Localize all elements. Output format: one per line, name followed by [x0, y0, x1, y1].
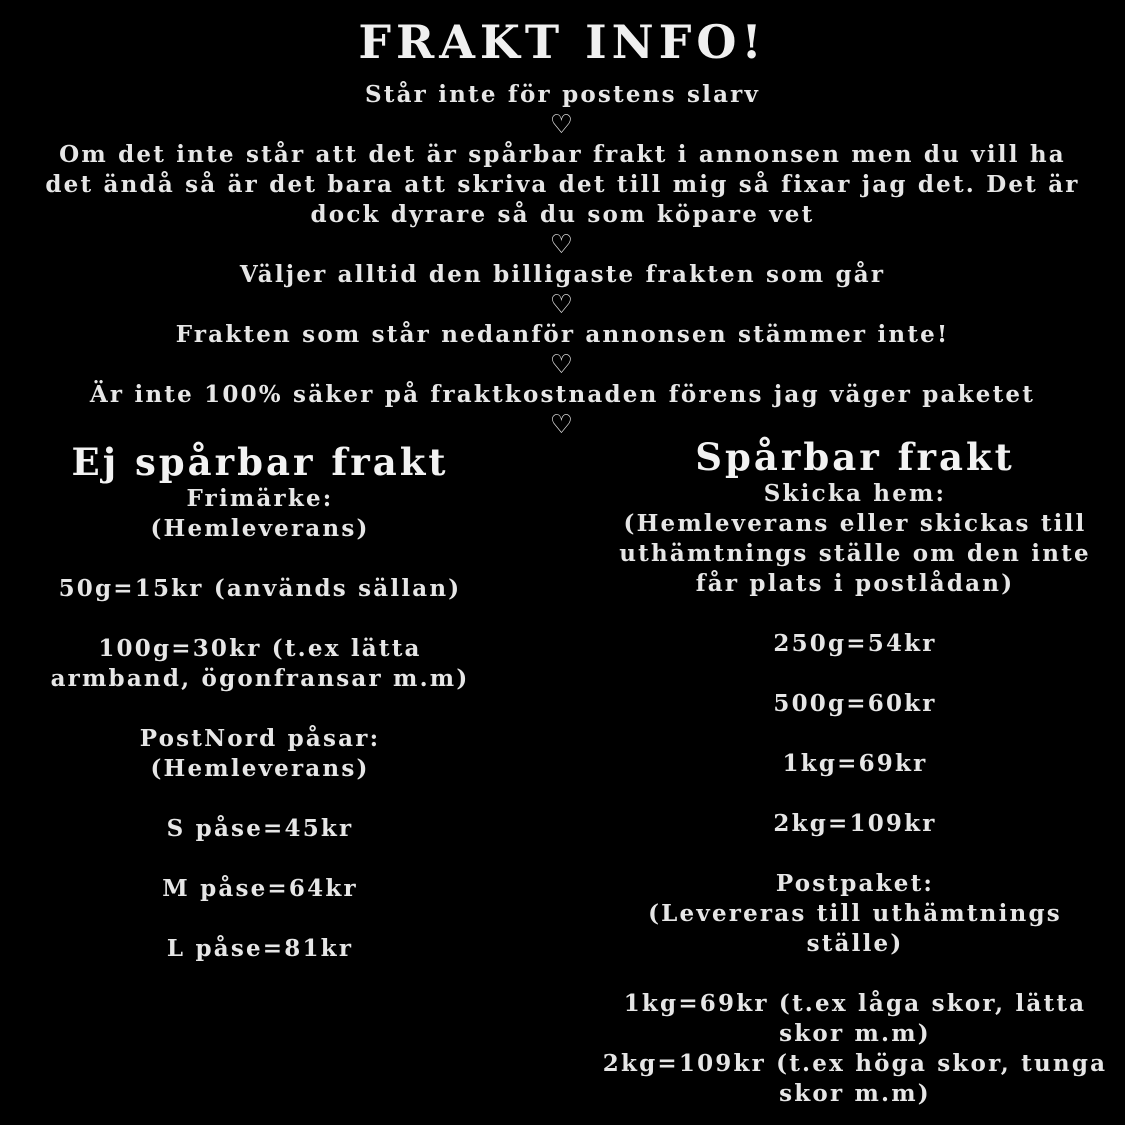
intro-line-nedanfor: Frakten som står nedanför annonsen stämmer inte!: [175, 321, 950, 348]
ej-sparbar-heading: Ej spårbar frakt: [71, 440, 449, 484]
frimarke-title: Frimärke:: [186, 485, 334, 512]
frimarke-subtitle: (Hemleverans): [150, 515, 370, 542]
ej-sparbar-column: [50, 440, 470, 964]
intro-section: [40, 80, 1085, 440]
heart-icon: ♡: [549, 410, 576, 440]
price-l-pase: L påse=81kr: [166, 935, 354, 962]
price-1kg: 1kg=69kr: [782, 750, 928, 777]
postnord-title: PostNord påsar:: [139, 725, 381, 752]
price-250g: 250g=54kr: [773, 630, 937, 657]
price-100g: 100g=30kr (t.ex lätta armband, ögonfransar m.m): [50, 635, 470, 692]
sparbar-column: [600, 435, 1110, 1109]
price-s-pase: S påse=45kr: [166, 815, 354, 842]
price-m-pase: M påse=64kr: [162, 875, 358, 902]
sparbar-heading: Spårbar frakt: [695, 435, 1015, 479]
price-50g: 50g=15kr (används sällan): [58, 575, 462, 602]
price-500g: 500g=60kr: [773, 690, 937, 717]
price-2kg: 2kg=109kr: [773, 810, 937, 837]
postpaket-subtitle: (Levereras till uthämtnings ställe): [648, 900, 1062, 957]
heart-icon: ♡: [549, 290, 576, 320]
skicka-hem-title: Skicka hem:: [763, 480, 947, 507]
postpaket-2kg: 2kg=109kr (t.ex höga skor, tunga skor m.m): [602, 1050, 1108, 1107]
heart-icon: ♡: [549, 110, 576, 140]
intro-line-billigaste: Väljer alltid den billigaste frakten som går: [239, 261, 886, 288]
page-title: FRAKT INFO!: [358, 15, 767, 69]
skicka-hem-subtitle: (Hemleverans eller skickas till uthämtnings ställe om den inte får plats i postlådan): [619, 510, 1091, 597]
postpaket-1kg: 1kg=69kr (t.ex låga skor, lätta skor m.m): [623, 990, 1087, 1047]
intro-line-sparbar-info: Om det inte står att det är spårbar frakt i annonsen men du vill ha det ändå så är det bara att skriva det till mig så fixar jag det. Det är dock dyrare så du som köpare vet: [45, 141, 1080, 228]
intro-line-postens-slarv: Står inte för postens slarv: [364, 81, 761, 108]
heart-icon: ♡: [549, 230, 576, 260]
heart-icon: ♡: [549, 350, 576, 380]
postnord-subtitle: (Hemleverans): [150, 755, 370, 782]
intro-line-vager: Är inte 100% säker på fraktkostnaden förens jag väger paketet: [89, 381, 1036, 408]
postpaket-title: Postpaket:: [775, 870, 935, 897]
